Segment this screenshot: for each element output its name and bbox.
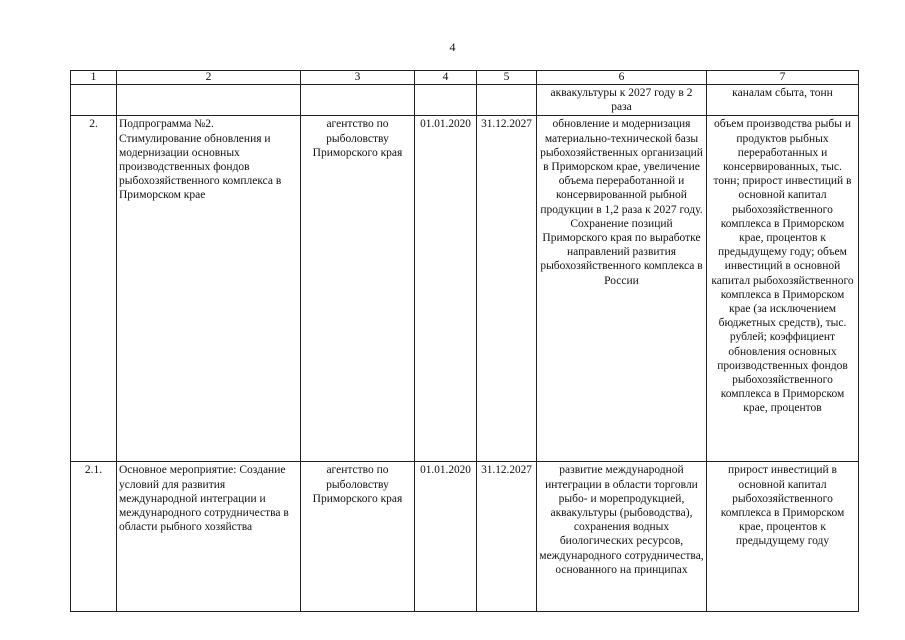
- column-number: 4: [415, 71, 477, 85]
- continuation-indicator-cell: каналам сбыта, тонн: [707, 85, 859, 116]
- executor-cell: агентство по рыболовству Приморского края: [301, 116, 415, 462]
- row-number: 2.1.: [71, 462, 117, 612]
- measure-name: Основное мероприятие: Создание условий для развития международной интеграции и международного сотрудничества в области рыбного хозяйства: [117, 462, 301, 612]
- start-date: 01.01.2020: [415, 116, 477, 462]
- indicator-cell: объем производства рыбы и продуктов рыбных переработанных и консервированных, тыс. тонн; прирост инвестиций в основной капитал рыбохозяйственного комплекса в Приморском крае, процентов к предыдущему году; объем инвестиций в основной капитал рыбохозяйственного комплекса в Приморском крае (за исключением бюджетных средств), тыс. рублей; коэффициент обновления основных производственных фондов рыбохозяйственного комплекса в Приморском крае, процентов: [707, 116, 859, 462]
- column-number: 3: [301, 71, 415, 85]
- column-number: 1: [71, 71, 117, 85]
- column-number: 7: [707, 71, 859, 85]
- end-date: 31.12.2027: [477, 116, 537, 462]
- measure-name: Подпрограмма №2. Стимулирование обновления и модернизации основных производственных фондов рыбохозяйственного комплекса в Приморском крае: [117, 116, 301, 462]
- table-row: [71, 116, 859, 462]
- executor-cell: агентство по рыболовству Приморского края: [301, 462, 415, 612]
- indicator-cell: прирост инвестиций в основной капитал рыбохозяйственного комплекса в Приморском крае, процентов к предыдущему году: [707, 462, 859, 612]
- page-number: 4: [449, 40, 456, 54]
- column-number: 5: [477, 71, 537, 85]
- program-table: [70, 70, 859, 612]
- continuation-row: [71, 85, 859, 116]
- row-number: 2.: [71, 116, 117, 462]
- expected-result: обновление и модернизация материально-технической базы рыбохозяйственных организаций в Приморском крае, увеличение объема переработанной и консервированной рыбной продукции в 1,2 раза к 2027 году. Сохранение позиций Приморского края по выработке направлений развития рыбохозяйственного комплекса в России: [537, 116, 707, 462]
- end-date: 31.12.2027: [477, 462, 537, 612]
- column-numbers-row: [71, 71, 859, 85]
- continuation-result-cell: аквакультуры к 2027 году в 2 раза: [537, 85, 707, 116]
- column-number: 6: [537, 71, 707, 85]
- expected-result: развитие международной интеграции в области торговли рыбо- и морепродукцией, аквакультуры (рыбоводства), сохранения водных биологических ресурсов, международного сотрудничества, основанного на принципах: [537, 462, 707, 612]
- start-date: 01.01.2020: [415, 462, 477, 612]
- column-number: 2: [117, 71, 301, 85]
- table-row: [71, 462, 859, 612]
